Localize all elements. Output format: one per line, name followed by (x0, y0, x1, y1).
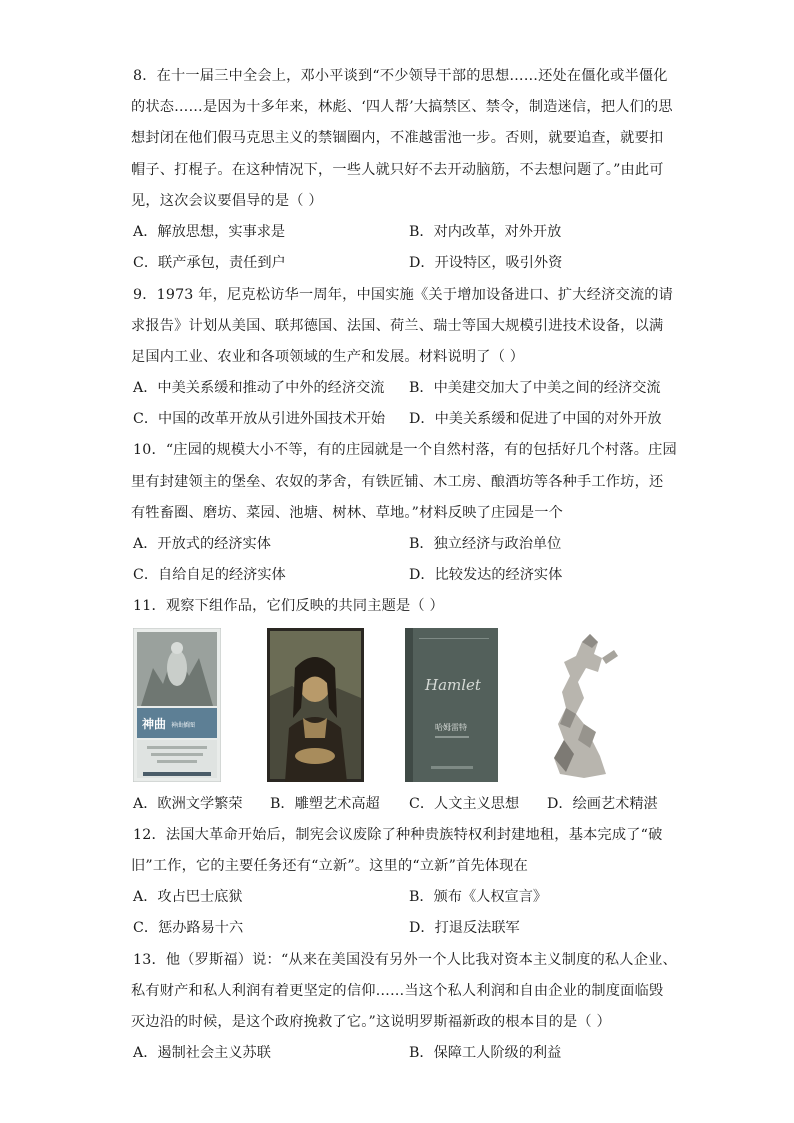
hamlet-book-image (405, 628, 498, 782)
q8-option-b[interactable]: B．对内改革，对外开放 (409, 224, 562, 240)
q8-text-line: 帽子、打棍子。在这种情况下，一些人就只好不去开动脑筋，不去想问题了。”由此可 (131, 162, 664, 178)
q9-option-c[interactable]: C．中国的改革开放从引进外国技术开始 (133, 411, 386, 427)
q9-text-line: 求报告》计划从美国、联邦德国、法国、荷兰、瑞士等国大规模引进技术设备，以满 (131, 318, 664, 334)
sculpture-image (540, 628, 626, 782)
q13-option-a[interactable]: A．遏制社会主义苏联 (133, 1045, 271, 1061)
q8-text-line: 8．在十一届三中全会上，邓小平谈到“不少领导干部的思想……还处在僵化或半僵化 (133, 68, 668, 84)
q12-option-d[interactable]: D．打退反法联军 (409, 920, 520, 936)
q11-option-a[interactable]: A．欧洲文学繁荣 (133, 796, 243, 812)
q10-option-a[interactable]: A．开放式的经济实体 (133, 536, 271, 552)
q11-option-d[interactable]: D．绘画艺术精湛 (547, 796, 658, 812)
q13-text-line: 13．他（罗斯福）说：“从来在美国没有另外一个人比我对资本主义制度的私人企业、 (133, 952, 677, 968)
q10-option-b[interactable]: B．独立经济与政治单位 (409, 536, 562, 552)
q12-text-line: 旧”工作，它的主要任务还有“立新”。这里的“立新”首先体现在 (131, 858, 528, 874)
q10-option-c[interactable]: C．自给自足的经济实体 (133, 567, 286, 583)
q13-text-line: 灭边沿的时候，是这个政府挽救了它。”这说明罗斯福新政的根本目的是（ ） (131, 1014, 611, 1030)
q11-text-line: 11．观察下组作品，它们反映的共同主题是（ ） (133, 598, 444, 614)
q9-option-d[interactable]: D．中美关系缓和促进了中国的对外开放 (409, 411, 662, 427)
mona-lisa-painting-image (267, 628, 364, 782)
book2-subtitle: 哈姆雷特 (435, 723, 467, 732)
q8-text-line: 想封闭在他们假马克思主义的禁锢圈内，不准越雷池一步。否则，就要追查，就要扣 (131, 130, 664, 146)
q13-option-b[interactable]: B．保障工人阶级的利益 (409, 1045, 562, 1061)
q13-text-line: 私有财产和私人利润有着更坚定的信仰……当这个私人利润和自由企业的制度面临毁 (131, 983, 664, 999)
q9-text-line: 9．1973 年，尼克松访华一周年，中国实施《关于增加设备进口、扩大经济交流的请 (133, 287, 674, 303)
q8-option-a[interactable]: A．解放思想，实事求是 (133, 224, 286, 240)
book1-title: 神曲 (142, 717, 167, 731)
q8-option-d[interactable]: D．开设特区，吸引外资 (409, 255, 563, 271)
q10-text-line: 里有封建领主的堡垒、农奴的茅舍，有铁匠铺、木工房、酿酒坊等各种手工作坊，还 (131, 474, 664, 490)
q11-option-c[interactable]: C．人文主义思想 (409, 796, 520, 812)
q8-text-line: 的状态……是因为十多年来，林彪、‘四人帮’大搞禁区、禁令，制造迷信，把人们的思 (131, 99, 673, 115)
q8-option-c[interactable]: C．联产承包，责任到户 (133, 255, 286, 271)
q10-option-d[interactable]: D．比较发达的经济实体 (409, 567, 563, 583)
q10-text-line: 10．“庄园的规模大小不等，有的庄园就是一个自然村落，有的包括好几个村落。庄园 (133, 442, 677, 458)
q11-option-b[interactable]: B．雕塑艺术高超 (270, 796, 380, 812)
q12-option-b[interactable]: B．颁布《人权宣言》 (409, 889, 548, 905)
q10-text-line: 有牲畜圈、磨坊、菜园、池塘、树林、草地。”材料反映了庄园是一个 (131, 505, 563, 521)
q12-option-a[interactable]: A．攻占巴士底狱 (133, 889, 243, 905)
book1-subtitle: 神曲插图 (171, 722, 196, 729)
q8-text-line: 见，这次会议要倡导的是（ ） (131, 193, 323, 209)
q12-option-c[interactable]: C．惩办路易十六 (133, 920, 244, 936)
divine-comedy-book-image (133, 628, 221, 782)
q9-option-a[interactable]: A．中美关系缓和推动了中外的经济交流 (133, 380, 385, 396)
q9-option-b[interactable]: B．中美建交加大了中美之间的经济交流 (409, 380, 661, 396)
q12-text-line: 12．法国大革命开始后，制宪会议废除了种种贵族特权利封建地租，基本完成了“破 (133, 827, 663, 843)
q9-text-line: 足国内工业、农业和各项领域的生产和发展。材料说明了（ ） (131, 349, 525, 365)
book2-title: Hamlet (425, 676, 481, 694)
